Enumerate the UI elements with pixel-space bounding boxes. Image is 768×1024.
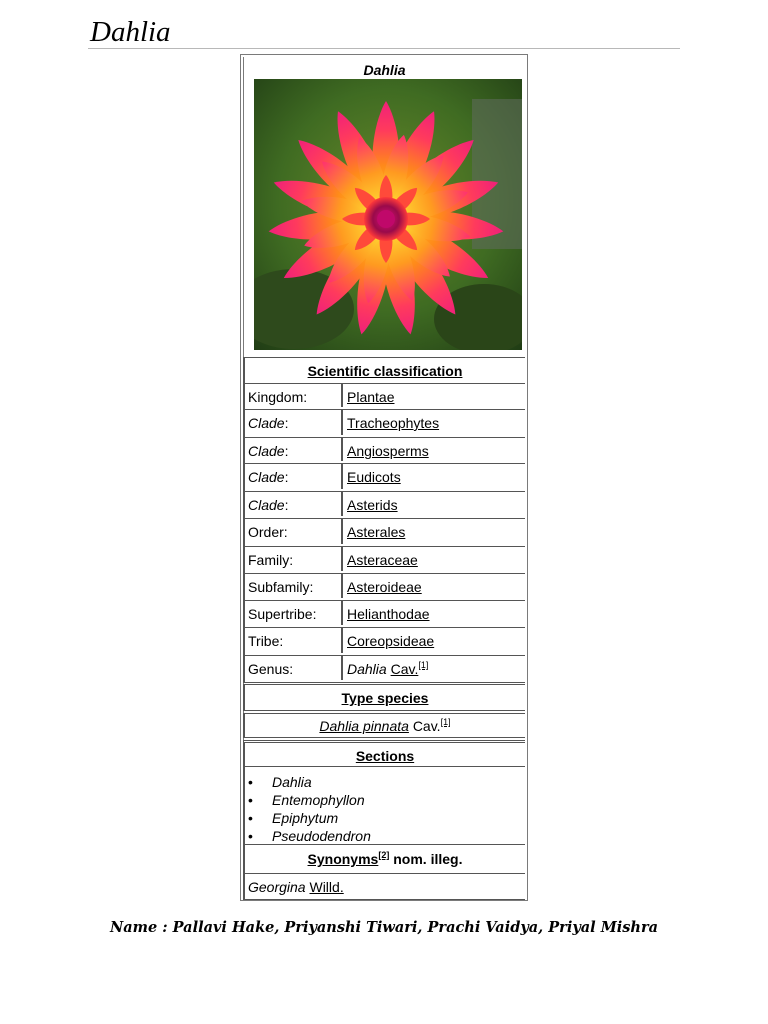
sections-link[interactable]: Sections (355, 748, 415, 764)
row-label-italic: Clade (248, 469, 285, 485)
dahlia-flower-image[interactable] (254, 79, 522, 350)
row-label (248, 497, 288, 513)
type-species-author: Cav. (412, 718, 441, 734)
cell-separator (341, 438, 343, 461)
row-label-italic: Clade (248, 497, 285, 513)
genus-reference-link[interactable]: [1] (418, 660, 429, 670)
scientific-classification-link[interactable]: Scientific classification (307, 363, 463, 379)
synonym-name: Georgina (248, 879, 306, 895)
taxobox (240, 54, 528, 901)
row-label (248, 415, 288, 431)
cell-separator (341, 574, 343, 598)
row-label: Tribe: (248, 633, 284, 649)
row-label: Supertribe: (248, 606, 317, 622)
dahlia-flower-illustration (254, 79, 522, 350)
synonym-author-link[interactable]: Willd. (309, 879, 344, 895)
cell-separator (341, 410, 343, 435)
taxobox-inner (243, 57, 525, 898)
row-label (248, 443, 288, 459)
synonyms-reference-link[interactable]: [2] (378, 850, 390, 860)
row-value-link[interactable]: Asteroideae (347, 579, 422, 595)
type-species-reference-link[interactable]: [1] (440, 717, 451, 727)
cell-separator (341, 384, 343, 407)
row-value-link[interactable]: Eudicots (347, 469, 401, 485)
section-item: • Entemophyllon (248, 791, 371, 809)
classification-row-supertribe (243, 601, 525, 628)
row-label: Genus: (248, 661, 294, 677)
sections-list (243, 767, 525, 845)
classification-row-kingdom (243, 384, 525, 410)
row-label-italic: Clade (248, 443, 285, 459)
row-label: Order: (248, 524, 288, 540)
synonyms-row (243, 874, 525, 900)
cell-separator (341, 628, 343, 653)
classification-row-clade (243, 410, 525, 438)
row-label-suffix: : (284, 497, 289, 513)
page-title: Dahlia (90, 16, 171, 48)
footer-author-names: Name : Pallavi Hake, Priyanshi Tiwari, Prachi Vaidya, Priyal Mishra (110, 919, 658, 936)
cell-separator (341, 656, 343, 680)
row-label-suffix: : (284, 469, 289, 485)
type-species-name-link[interactable]: Dahlia pinnata (319, 718, 409, 734)
classification-row-subfamily (243, 574, 525, 601)
type-species-header (243, 684, 525, 711)
classification-row-genus (243, 656, 525, 683)
row-label-italic: Clade (248, 415, 285, 431)
genus-name: Dahlia (347, 661, 387, 677)
row-value-link[interactable]: Angiosperms (347, 443, 429, 459)
cell-separator (341, 519, 343, 544)
taxobox-title: Dahlia (363, 62, 406, 78)
row-value-link[interactable]: Asteraceae (347, 552, 418, 568)
synonyms-header (243, 845, 525, 874)
cell-separator (341, 547, 343, 571)
row-label: Kingdom: (248, 389, 308, 405)
cell-separator (341, 601, 343, 625)
row-label-suffix: : (284, 443, 289, 459)
row-value-link[interactable]: Asterales (347, 524, 406, 540)
row-value-link[interactable]: Plantae (347, 389, 395, 405)
classification-row-clade (243, 464, 525, 492)
row-label (248, 469, 288, 485)
classification-row-clade (243, 492, 525, 519)
section-item: • Epiphytum (248, 809, 371, 827)
classification-row-order (243, 519, 525, 547)
row-value (347, 661, 428, 677)
genus-author-link[interactable]: Cav. (390, 661, 419, 677)
classification-row-clade (243, 438, 525, 464)
type-species-row (243, 713, 525, 738)
type-species-link[interactable]: Type species (341, 690, 429, 706)
cell-separator (341, 492, 343, 516)
title-divider (88, 48, 680, 49)
section-item: • Dahlia (248, 773, 371, 791)
row-label-suffix: : (284, 415, 289, 431)
row-label: Subfamily: (248, 579, 314, 595)
classification-row-tribe (243, 628, 525, 656)
row-label: Family: (248, 552, 294, 568)
synonym-value (248, 879, 344, 895)
sections-header (243, 740, 525, 767)
cell-separator (341, 464, 343, 489)
section-item: • Pseudodendron (248, 827, 371, 845)
row-value-link[interactable]: Coreopsideae (347, 633, 435, 649)
row-value-link[interactable]: Asterids (347, 497, 398, 513)
synonyms-link[interactable]: Synonyms (307, 851, 379, 867)
classification-row-family (243, 547, 525, 574)
row-value-link[interactable]: Tracheophytes (347, 415, 440, 431)
scientific-classification-header (243, 357, 525, 384)
row-value-link[interactable]: Helianthodae (347, 606, 430, 622)
synonyms-suffix: nom. illeg. (393, 851, 463, 867)
